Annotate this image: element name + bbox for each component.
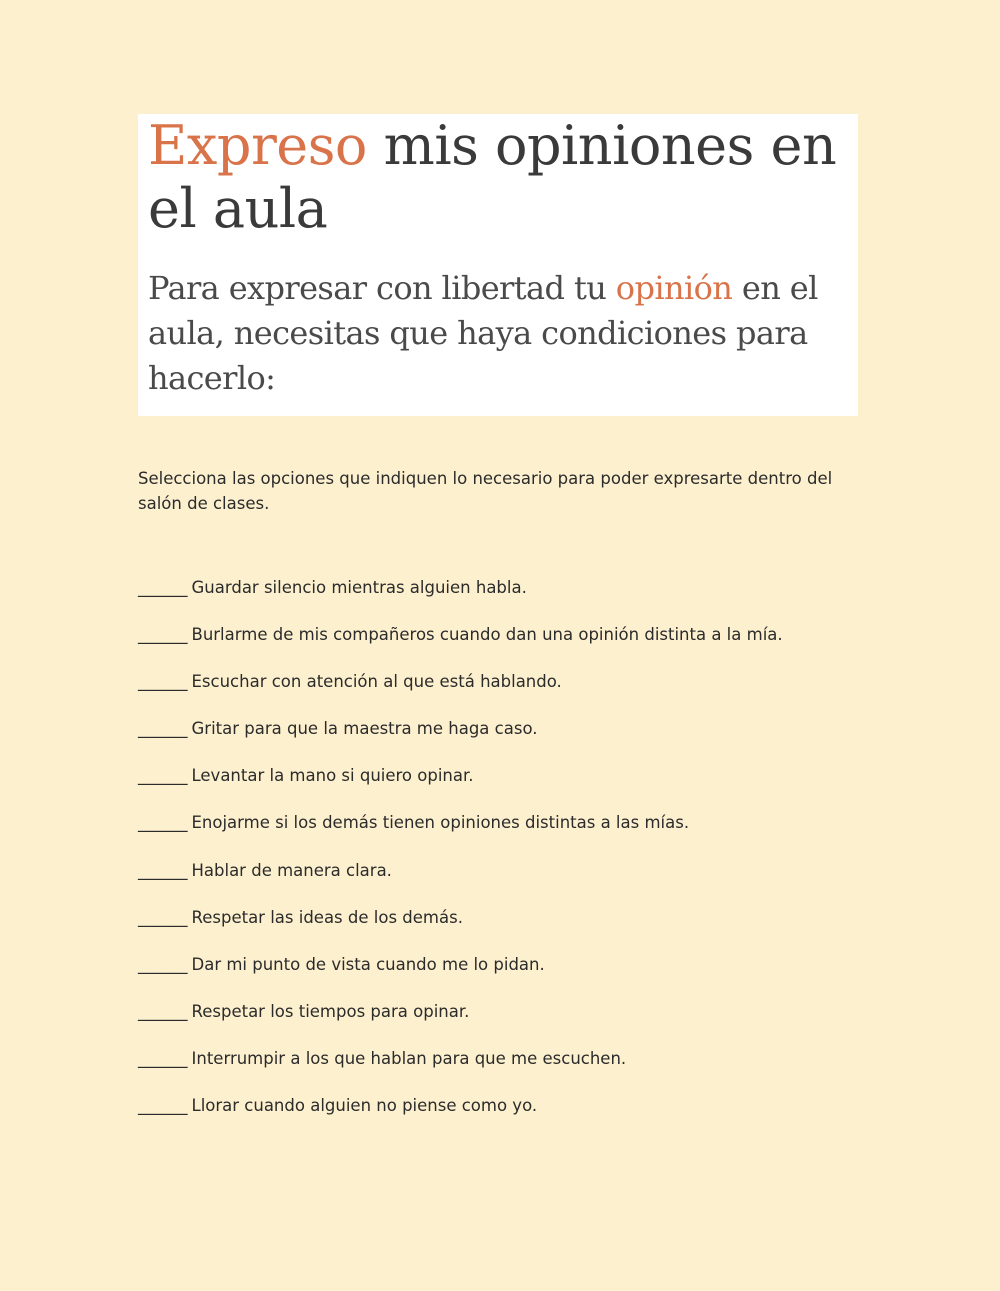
option-text: Escuchar con atención al que está hablando.	[191, 672, 562, 692]
option-item	[138, 999, 878, 1046]
answer-blank[interactable]: ______	[138, 672, 188, 692]
option-item	[138, 575, 878, 622]
title-rest: mis opiniones en el aula	[148, 114, 837, 240]
option-item	[138, 763, 878, 810]
subtitle-before: Para expresar con libertad tu	[148, 269, 607, 307]
answer-blank[interactable]: ______	[138, 1096, 188, 1116]
answer-blank[interactable]: ______	[138, 625, 188, 645]
option-item	[138, 716, 878, 763]
subtitle-accent: opinión	[615, 269, 733, 307]
answer-blank[interactable]: ______	[138, 813, 188, 833]
answer-blank[interactable]: ______	[138, 719, 188, 739]
answer-blank[interactable]: ______	[138, 954, 188, 974]
option-text: Levantar la mano si quiero opinar.	[191, 766, 474, 786]
option-item	[138, 622, 878, 669]
subtitle	[148, 266, 848, 401]
option-item	[138, 810, 878, 857]
instruction-text: Selecciona las opciones que indiquen lo necesario para poder expresarte dentro del salón de clases.	[138, 469, 833, 513]
answer-blank[interactable]: ______	[138, 766, 188, 786]
title-accent: Expreso	[148, 114, 367, 177]
answer-blank[interactable]: ______	[138, 860, 188, 880]
options-list	[138, 575, 878, 1140]
page-title	[148, 114, 858, 240]
option-text: Hablar de manera clara.	[191, 860, 392, 880]
option-text: Dar mi punto de vista cuando me lo pidan.	[191, 954, 545, 974]
option-item	[138, 1046, 878, 1093]
answer-blank[interactable]: ______	[138, 1048, 188, 1068]
header-card	[138, 114, 858, 416]
option-text: Respetar los tiempos para opinar.	[191, 1001, 470, 1021]
option-item	[138, 669, 878, 716]
answer-blank[interactable]: ______	[138, 578, 188, 597]
option-text: Enojarme si los demás tienen opiniones distintas a las mías.	[191, 813, 690, 833]
option-text: Llorar cuando alguien no piense como yo.	[191, 1096, 538, 1116]
option-text: Respetar las ideas de los demás.	[191, 907, 463, 927]
option-item	[138, 905, 878, 952]
option-text: Burlarme de mis compañeros cuando dan una opinión distinta a la mía.	[191, 625, 783, 645]
option-item	[138, 858, 878, 905]
answer-blank[interactable]: ______	[138, 907, 188, 927]
option-text: Guardar silencio mientras alguien habla.	[191, 578, 527, 597]
option-text: Interrumpir a los que hablan para que me escuchen.	[191, 1048, 627, 1068]
subtitle-after: en el aula, necesitas que haya condiciones para hacerlo:	[148, 269, 818, 397]
option-text: Gritar para que la maestra me haga caso.	[191, 719, 538, 739]
answer-blank[interactable]: ______	[138, 1001, 188, 1021]
option-item	[138, 952, 878, 999]
option-item	[138, 1093, 878, 1140]
